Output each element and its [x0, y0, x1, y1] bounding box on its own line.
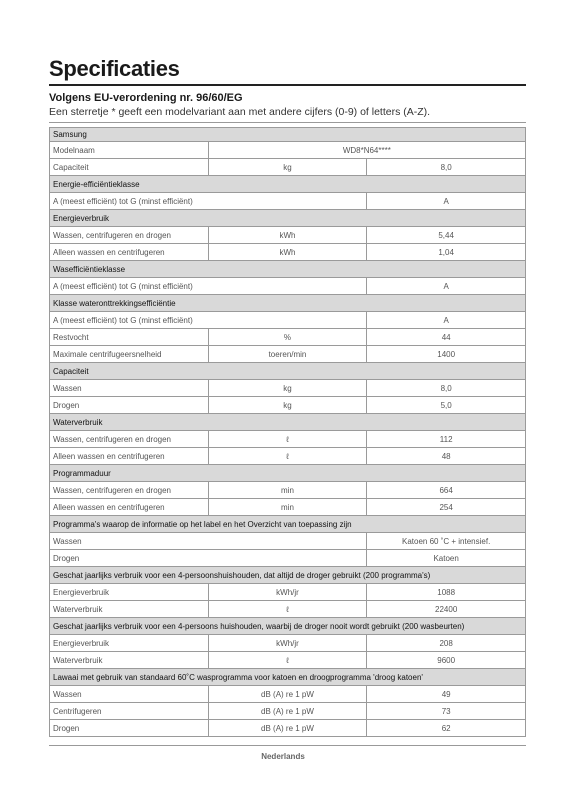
- table-row: [50, 482, 526, 499]
- row-value: 48: [367, 448, 526, 465]
- section-header: [50, 414, 526, 431]
- row-unit: kWh/jr: [208, 635, 367, 652]
- brand-label: Samsung: [50, 128, 526, 142]
- row-label: Wassen, centrifugeren en drogen: [50, 227, 209, 244]
- row-unit: min: [208, 499, 367, 516]
- table-row: [50, 244, 526, 261]
- row-value: 22400: [367, 601, 526, 618]
- row-unit: kWh/jr: [208, 584, 367, 601]
- section-heading: Programmaduur: [50, 465, 526, 482]
- row-label: Waterverbruik: [50, 652, 209, 669]
- table-row: [50, 227, 526, 244]
- row-label: Restvocht: [50, 329, 209, 346]
- row-label: Alleen wassen en centrifugeren: [50, 499, 209, 516]
- section-heading: Geschat jaarlijks verbruik voor een 4-persoons huishouden, waarbij de droger nooit wordt gebruikt (200 wasbeurten): [50, 618, 526, 635]
- row-value: 254: [367, 499, 526, 516]
- row-value: A: [367, 278, 526, 295]
- row-label: Alleen wassen en centrifugeren: [50, 244, 209, 261]
- row-label: Drogen: [50, 550, 367, 567]
- row-value: 8,0: [367, 159, 526, 176]
- row-unit: kWh: [208, 244, 367, 261]
- row-value: 62: [367, 720, 526, 737]
- section-header: [50, 176, 526, 193]
- row-label: Wassen: [50, 533, 367, 550]
- table-row: [50, 686, 526, 703]
- table-row: [50, 397, 526, 414]
- table-row: [50, 380, 526, 397]
- section-header: [50, 261, 526, 278]
- table-row: [50, 142, 526, 159]
- section-header: [50, 295, 526, 312]
- row-value: 664: [367, 482, 526, 499]
- row-unit: ℓ: [208, 448, 367, 465]
- row-label: Wassen, centrifugeren en drogen: [50, 482, 209, 499]
- row-value: 1400: [367, 346, 526, 363]
- row-label: Wassen: [50, 686, 209, 703]
- row-label: Capaciteit: [50, 159, 209, 176]
- row-label: Wassen: [50, 380, 209, 397]
- section-heading: Waterverbruik: [50, 414, 526, 431]
- table-row: [50, 448, 526, 465]
- row-unit: min: [208, 482, 367, 499]
- row-value: 208: [367, 635, 526, 652]
- table-row: [50, 193, 526, 210]
- section-heading: Programma's waarop de informatie op het label en het Overzicht van toepassing zijn: [50, 516, 526, 533]
- row-label: Centrifugeren: [50, 703, 209, 720]
- section-heading: Energie-efficiëntieklasse: [50, 176, 526, 193]
- row-unit: dB (A) re 1 pW: [208, 703, 367, 720]
- table-row: [50, 159, 526, 176]
- table-row: [50, 635, 526, 652]
- table-row: [50, 346, 526, 363]
- row-unit: kg: [208, 380, 367, 397]
- row-value: A: [367, 193, 526, 210]
- section-heading: Capaciteit: [50, 363, 526, 380]
- page-title: Specificaties: [49, 55, 526, 86]
- regulation-subtitle: Volgens EU-verordening nr. 96/60/EG: [49, 92, 243, 104]
- row-label: Drogen: [50, 397, 209, 414]
- row-label: Wassen, centrifugeren en drogen: [50, 431, 209, 448]
- asterisk-note: Een sterretje * geeft een modelvariant aan met andere cijfers (0-9) of letters (A-Z).: [49, 105, 526, 123]
- row-unit: kWh: [208, 227, 367, 244]
- section-header: [50, 567, 526, 584]
- table-row: [50, 431, 526, 448]
- section-header: [50, 363, 526, 380]
- table-row: [50, 584, 526, 601]
- table-row: [50, 533, 526, 550]
- row-label: Waterverbruik: [50, 601, 209, 618]
- row-unit: %: [208, 329, 367, 346]
- table-row: [50, 312, 526, 329]
- row-label: A (meest efficiënt) tot G (minst efficiënt): [50, 312, 367, 329]
- row-value: 1088: [367, 584, 526, 601]
- row-unit: ℓ: [208, 652, 367, 669]
- row-value: 8,0: [367, 380, 526, 397]
- section-heading: Wasefficiëntieklasse: [50, 261, 526, 278]
- row-value: 1,04: [367, 244, 526, 261]
- table-row: [50, 720, 526, 737]
- section-heading: Klasse wateronttrekkingsefficiëntie: [50, 295, 526, 312]
- row-value: Katoen: [367, 550, 526, 567]
- row-label: Maximale centrifugeersnelheid: [50, 346, 209, 363]
- spec-page: [49, 55, 526, 737]
- row-value: 112: [367, 431, 526, 448]
- row-value: WD8*N64****: [208, 142, 525, 159]
- row-value: 49: [367, 686, 526, 703]
- table-row: [50, 499, 526, 516]
- row-unit: kg: [208, 397, 367, 414]
- section-heading: Energieverbruik: [50, 210, 526, 227]
- row-label: Energieverbruik: [50, 635, 209, 652]
- table-row: [50, 601, 526, 618]
- row-unit: dB (A) re 1 pW: [208, 720, 367, 737]
- table-row: [50, 703, 526, 720]
- row-label: Modelnaam: [50, 142, 209, 159]
- brand-row: [50, 128, 526, 142]
- row-unit: dB (A) re 1 pW: [208, 686, 367, 703]
- row-label: A (meest efficiënt) tot G (minst efficiënt): [50, 193, 367, 210]
- row-unit: ℓ: [208, 431, 367, 448]
- row-unit: toeren/min: [208, 346, 367, 363]
- row-unit: ℓ: [208, 601, 367, 618]
- row-value: 5,0: [367, 397, 526, 414]
- row-value: Katoen 60 ˚C + intensief.: [367, 533, 526, 550]
- table-row: [50, 550, 526, 567]
- row-value: 5,44: [367, 227, 526, 244]
- row-label: Alleen wassen en centrifugeren: [50, 448, 209, 465]
- page-footer-language: Nederlands: [261, 752, 305, 761]
- row-label: Drogen: [50, 720, 209, 737]
- row-value: A: [367, 312, 526, 329]
- spec-table: [49, 127, 526, 737]
- table-row: [50, 652, 526, 669]
- row-value: 9600: [367, 652, 526, 669]
- table-row: [50, 278, 526, 295]
- row-unit: kg: [208, 159, 367, 176]
- section-header: [50, 669, 526, 686]
- section-header: [50, 465, 526, 482]
- section-header: [50, 516, 526, 533]
- row-value: 44: [367, 329, 526, 346]
- section-heading: Lawaai met gebruik van standaard 60˚C wasprogramma voor katoen en droogprogramma 'droog katoen': [50, 669, 526, 686]
- footer-divider: [49, 745, 526, 746]
- row-label: Energieverbruik: [50, 584, 209, 601]
- table-row: [50, 329, 526, 346]
- row-value: 73: [367, 703, 526, 720]
- row-label: A (meest efficiënt) tot G (minst efficiënt): [50, 278, 367, 295]
- section-heading: Geschat jaarlijks verbruik voor een 4-persoonshuishouden, dat altijd de droger gebruikt (200 programma's): [50, 567, 526, 584]
- section-header: [50, 210, 526, 227]
- section-header: [50, 618, 526, 635]
